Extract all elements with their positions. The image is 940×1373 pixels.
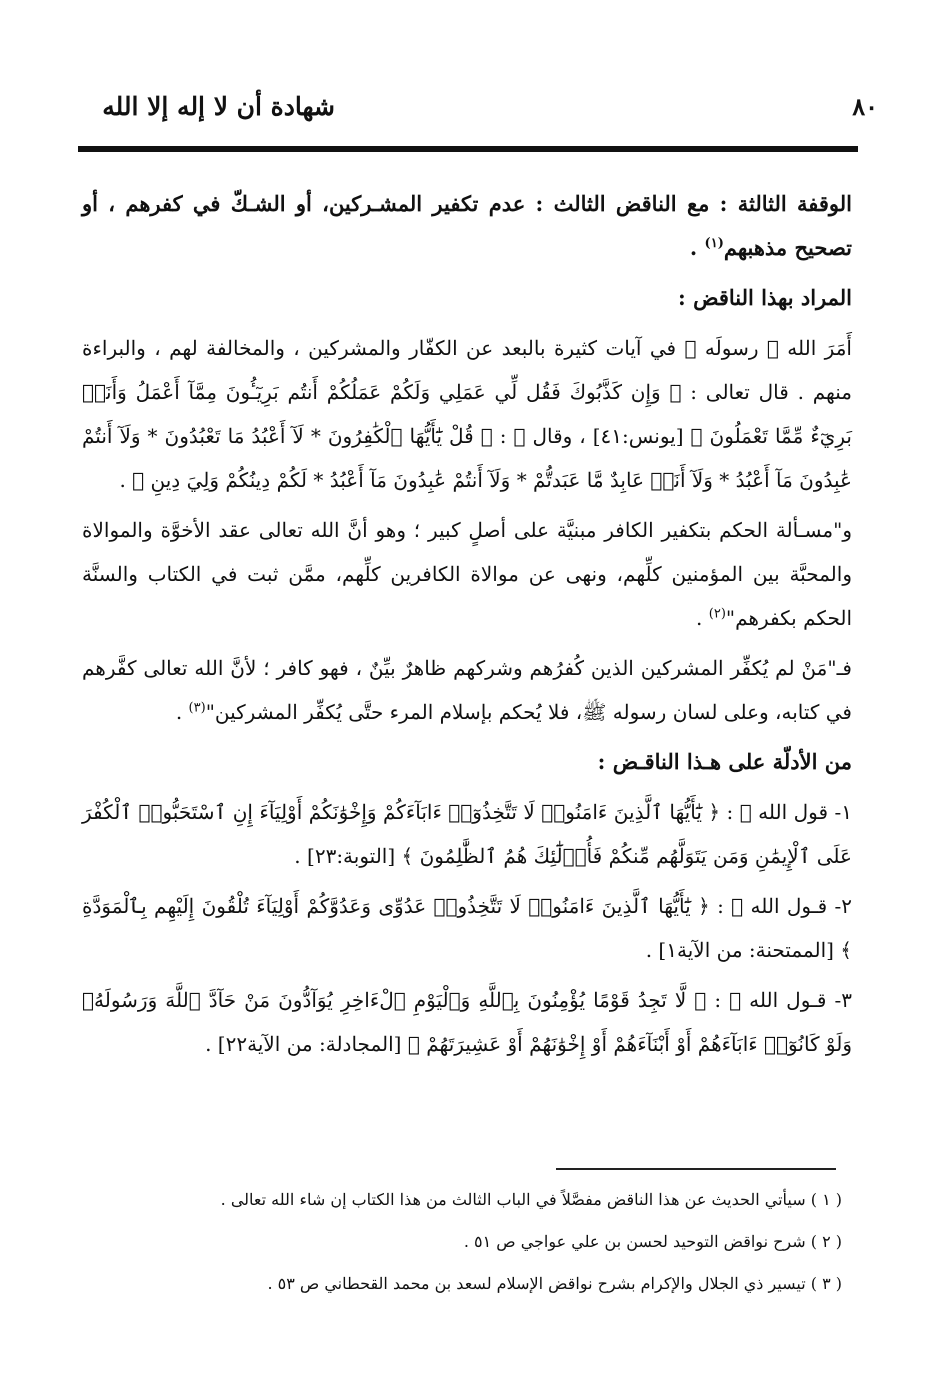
footnote-3: ( ٣ ) تيسير ذي الجلال والإكرام بشرح نواقض الإسلام لسعد بن محمد القحطاني ص ٥٣ . — [267, 1274, 842, 1293]
verse-reference: [يونس:٤١] ، وقال ﷻ : — [492, 424, 691, 448]
paragraph-3-text: فـ"مَنْ لم يُكفِّر المشركين الذين كُفرُهم وشركهم ظاهرٌ بيِّنٌ ، فهو كافر ؛ لأنَّ الله تعالى كفَّرهم في كتابه، وعلى لسان رسوله ﷺ، فلا يُحكم بإسلام المرء حتَّى يُكفِّر المشركين" — [82, 656, 852, 724]
header-rule — [78, 146, 858, 152]
footnote-ref-1: (١) — [704, 236, 724, 251]
footnote-ref-3: (٣) — [188, 700, 206, 716]
subheading: المراد بهذا الناقض : — [678, 285, 852, 310]
evidence-item-3 — [82, 978, 852, 1066]
paragraph-3 — [82, 646, 852, 734]
evidence-item-2 — [82, 884, 852, 972]
evidence-item-1 — [82, 790, 852, 878]
verse-reference: [المجادلة: من الآية٢٢] . — [205, 1032, 408, 1056]
quran-verse-kafirun: ﴿ قُلْ يَٰٓأَيُّهَا ٱلْكَٰفِرُونَ * لَآ أَعْبُدُ مَا تَعْبُدُونَ * وَلَآ أَنتُمْ عَٰبِدُونَ مَآ أَعْبُدُ * وَلَآ أَنَا۠ عَابِدٌ مَّا عَبَدتُّمْ * وَلَآ أَنتُمْ عَٰبِدُونَ مَآ أَعْبُدُ * لَكُمْ دِينُكُمْ وَلِيَ دِينِ ﴾ — [82, 424, 852, 492]
section-heading-text: الوقفة الثالثة : مع الناقض الثالث : عدم تكفير المشـركين، أو الشـكّ في كفرهم ، أو تصحيح مذهبهم — [82, 191, 852, 260]
paragraph-end: . — [175, 700, 189, 724]
evidence-label: ٢- قـول الله ﷻ : — [709, 894, 853, 918]
paragraph-2 — [82, 508, 852, 640]
paragraph-1 — [82, 326, 852, 502]
paragraph-end: . — [119, 468, 133, 492]
verse-reference: [الممتحنة: من الآية١] . — [645, 938, 841, 962]
footnote-1: ( ١ ) سيأتي الحديث عن هذا الناقض مفصَّلاً في الباب الثالث من هذا الكتاب إن شاء الله تعالى . — [220, 1190, 842, 1209]
footnote-2: ( ٢ ) شرح نواقض التوحيد لحسن بن علي عواجي ص ٥١ . — [463, 1232, 842, 1251]
running-header-title: شهادة أن لا إله إلا الله — [102, 92, 335, 121]
evidence-label: ٣- قـول الله ﷻ : — [706, 988, 852, 1012]
paragraph-end: . — [696, 606, 709, 630]
quran-verse-yunus: ﴿ وَإِن كَذَّبُوكَ فَقُل لِّي عَمَلِي وَلَكُمْ عَمَلُكُمْ أَنتُم بَرِيٓـُٔونَ مِمَّآ أَعْمَلُ وَأَنَا۠ بَرِيٓءٌ مِّمَّا تَعْمَلُونَ ﴾ — [82, 380, 852, 448]
quran-verse: ﴿ يَٰٓأَيُّهَا ٱلَّذِينَ ءَامَنُوا۟ لَا تَتَّخِذُوٓا۟ ءَابَآءَكُمْ وَإِخْوَٰنَكُمْ أَوْلِيَآءَ إِنِ ٱسْتَحَبُّوا۟ ٱلْكُفْرَ عَلَى ٱلْإِيمَٰنِ وَمَن يَتَوَلَّهُم مِّنكُمْ فَأُو۟لَٰٓئِكَ هُمُ ٱلظَّٰلِمُونَ ﴾ — [82, 800, 852, 868]
footnote-separator — [556, 1168, 836, 1170]
quran-verse: ﴿ يَٰٓأَيُّهَا ٱلَّذِينَ ءَامَنُوا۟ لَا تَتَّخِذُوا۟ عَدُوِّى وَعَدُوَّكُمْ أَوْلِيَآءَ تُلْقُونَ إِلَيْهِم بِٱلْمَوَدَّةِ ﴾ — [82, 894, 852, 962]
verse-reference: [التوبة:٢٣] . — [294, 844, 402, 868]
paragraph-2-text: و"مسـألة الحكم بتكفير الكافر مبنيَّة على أصلٍ كبير ؛ وهو أنَّ الله تعالى عقد الأخوَّة والموالاة والمحبَّة بين المؤمنين كلِّهم، ونهى عن موالاة الكافرين كلِّهم، ممَّن ثبت في الكتاب والسنَّة الحكم بكفرهم" — [82, 518, 852, 630]
page-number: ٨٠ — [852, 92, 878, 121]
evidence-heading: من الأدلّة على هـذا الناقـض : — [597, 749, 852, 774]
paragraph-1-text: أَمَرَ الله ﷻ رسولَه ﷺ في آيات كثيرة بالبعد عن الكفّار والمشركين ، والمخالفة لهم ، والبراءة منهم . قال تعالى : — [82, 336, 853, 404]
footnotes — [102, 1188, 842, 1314]
main-text — [82, 182, 852, 1072]
quran-verse: ﴿ لَّا تَجِدُ قَوْمًا يُؤْمِنُونَ بِٱللَّهِ وَٱلْيَوْمِ ٱلْءَاخِرِ يُوَآدُّونَ مَنْ حَآدَّ ٱللَّهَ وَرَسُولَهُۥ وَلَوْ كَانُوٓا۟ ءَابَآءَهُمْ أَوْ أَبْنَآءَهُمْ أَوْ إِخْوَٰنَهُمْ أَوْ عَشِيرَتَهُمْ ﴾ — [82, 988, 852, 1056]
evidence-label: ١- قول الله ﷻ : — [720, 800, 852, 824]
footnote-ref-2: (٢) — [708, 606, 726, 622]
section-heading — [82, 182, 852, 270]
heading-end: . — [689, 235, 705, 260]
